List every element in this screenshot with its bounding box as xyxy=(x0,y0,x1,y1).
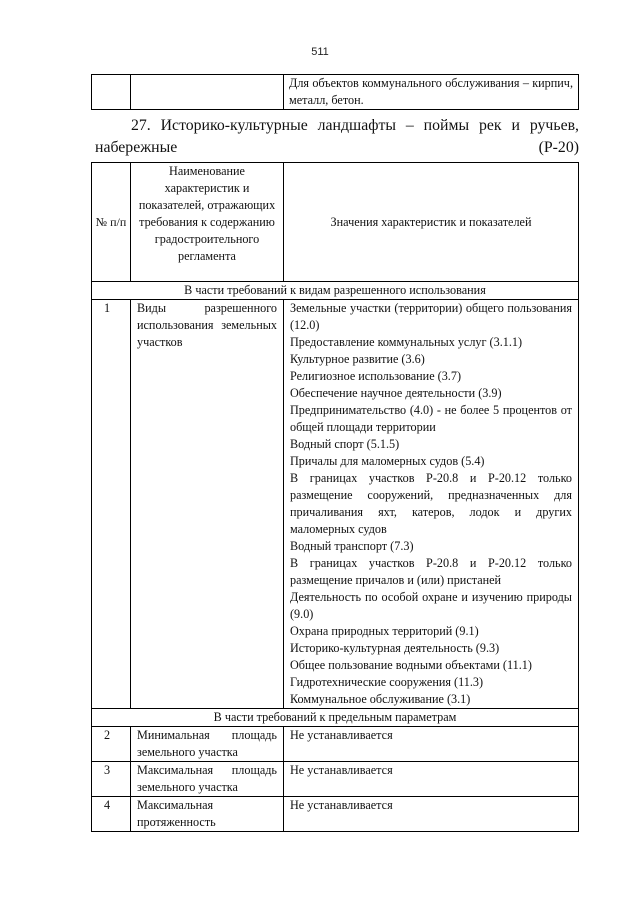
usage-value-item: Культурное развитие (3.6) xyxy=(290,352,425,366)
row-value: Не устанавливается xyxy=(284,762,579,797)
usage-value-item: Историко-культурная деятельность (9.3) xyxy=(290,641,500,655)
usage-value-item: Охрана природных территорий (9.1) xyxy=(290,624,479,638)
row-num: 3 xyxy=(92,762,131,797)
section-row-usage xyxy=(92,282,579,300)
row-num: 4 xyxy=(92,797,131,832)
usage-value-item: Обеспечение научное деятельности (3.9) xyxy=(290,386,502,400)
row-values xyxy=(284,300,579,709)
table-row xyxy=(92,300,579,709)
continued-table-fragment xyxy=(91,74,579,110)
usage-value-item: Земельные участки (территории) общего пользования (12.0) xyxy=(290,301,572,332)
header-num: № п/п xyxy=(92,163,131,282)
usage-value-item: Предпринимательство (4.0) - не более 5 процентов от общей площади территории xyxy=(290,403,572,434)
usage-value-item: Деятельность по особой охране и изучению природы (9.0) xyxy=(290,590,572,621)
usage-value-item: Водный спорт (5.1.5) xyxy=(290,437,400,451)
row-name: Минимальная площадь земельного участка xyxy=(131,727,284,762)
usage-value-item: В границах участков Р-20.8 и Р-20.12 только размещение причалов и (или) пристаней xyxy=(290,556,572,587)
table-row xyxy=(92,727,579,762)
usage-value-item: Причалы для маломерных судов (5.4) xyxy=(290,454,485,468)
usage-value-item: В границах участков Р-20.8 и Р-20.12 только размещение сооружений, предназначенных для причаливания яхт, катеров, лодок и других маломерных судов xyxy=(290,471,572,536)
usage-value-item: Религиозное использование (3.7) xyxy=(290,369,461,383)
row-value: Не устанавливается xyxy=(284,727,579,762)
section-row-params xyxy=(92,709,579,727)
table-header-row xyxy=(92,163,579,282)
row1-name-text: Виды разрешенного использования земельных участков xyxy=(137,301,277,349)
table-row xyxy=(92,762,579,797)
usage-value-item: Предоставление коммунальных услуг (3.1.1) xyxy=(290,335,523,349)
usage-value-item: Водный транспорт (7.3) xyxy=(290,539,414,553)
section-params-title: В части требований к предельным параметрам xyxy=(92,709,579,727)
table-row xyxy=(92,797,579,832)
row-name: Максимальная площадь земельного участка xyxy=(131,762,284,797)
usage-value-item: Коммунальное обслуживание (3.1) xyxy=(290,692,471,706)
row-name: Максимальная протяженность xyxy=(131,797,284,832)
section-usage-title: В части требований к видам разрешенного использования xyxy=(92,282,579,300)
row-num: 2 xyxy=(92,727,131,762)
usage-value-item: Гидротехнические сооружения (11.3) xyxy=(290,675,484,689)
header-name: Наименование характеристик и показателей, отражающих требования к содержанию градостроительного регламента xyxy=(131,163,284,282)
page-number: 511 xyxy=(311,46,329,58)
fragment-value-cell xyxy=(284,75,579,110)
fragment-num-cell xyxy=(92,75,131,110)
fragment-text: Для объектов коммунального обслуживания – кирпич, металл, бетон. xyxy=(289,76,573,107)
fragment-name-cell xyxy=(131,75,284,110)
usage-value-item: Общее пользование водными объектами (11.1) xyxy=(290,658,532,672)
header-value: Значения характеристик и показателей xyxy=(284,163,579,282)
section-heading: 27. Историко-культурные ландшафты – поймы рек и ручьев, набережные (Р-20) xyxy=(95,117,579,156)
row-name xyxy=(131,300,284,709)
regulations-table xyxy=(91,162,579,832)
row-value: Не устанавливается xyxy=(284,797,579,832)
row-num: 1 xyxy=(92,300,131,709)
